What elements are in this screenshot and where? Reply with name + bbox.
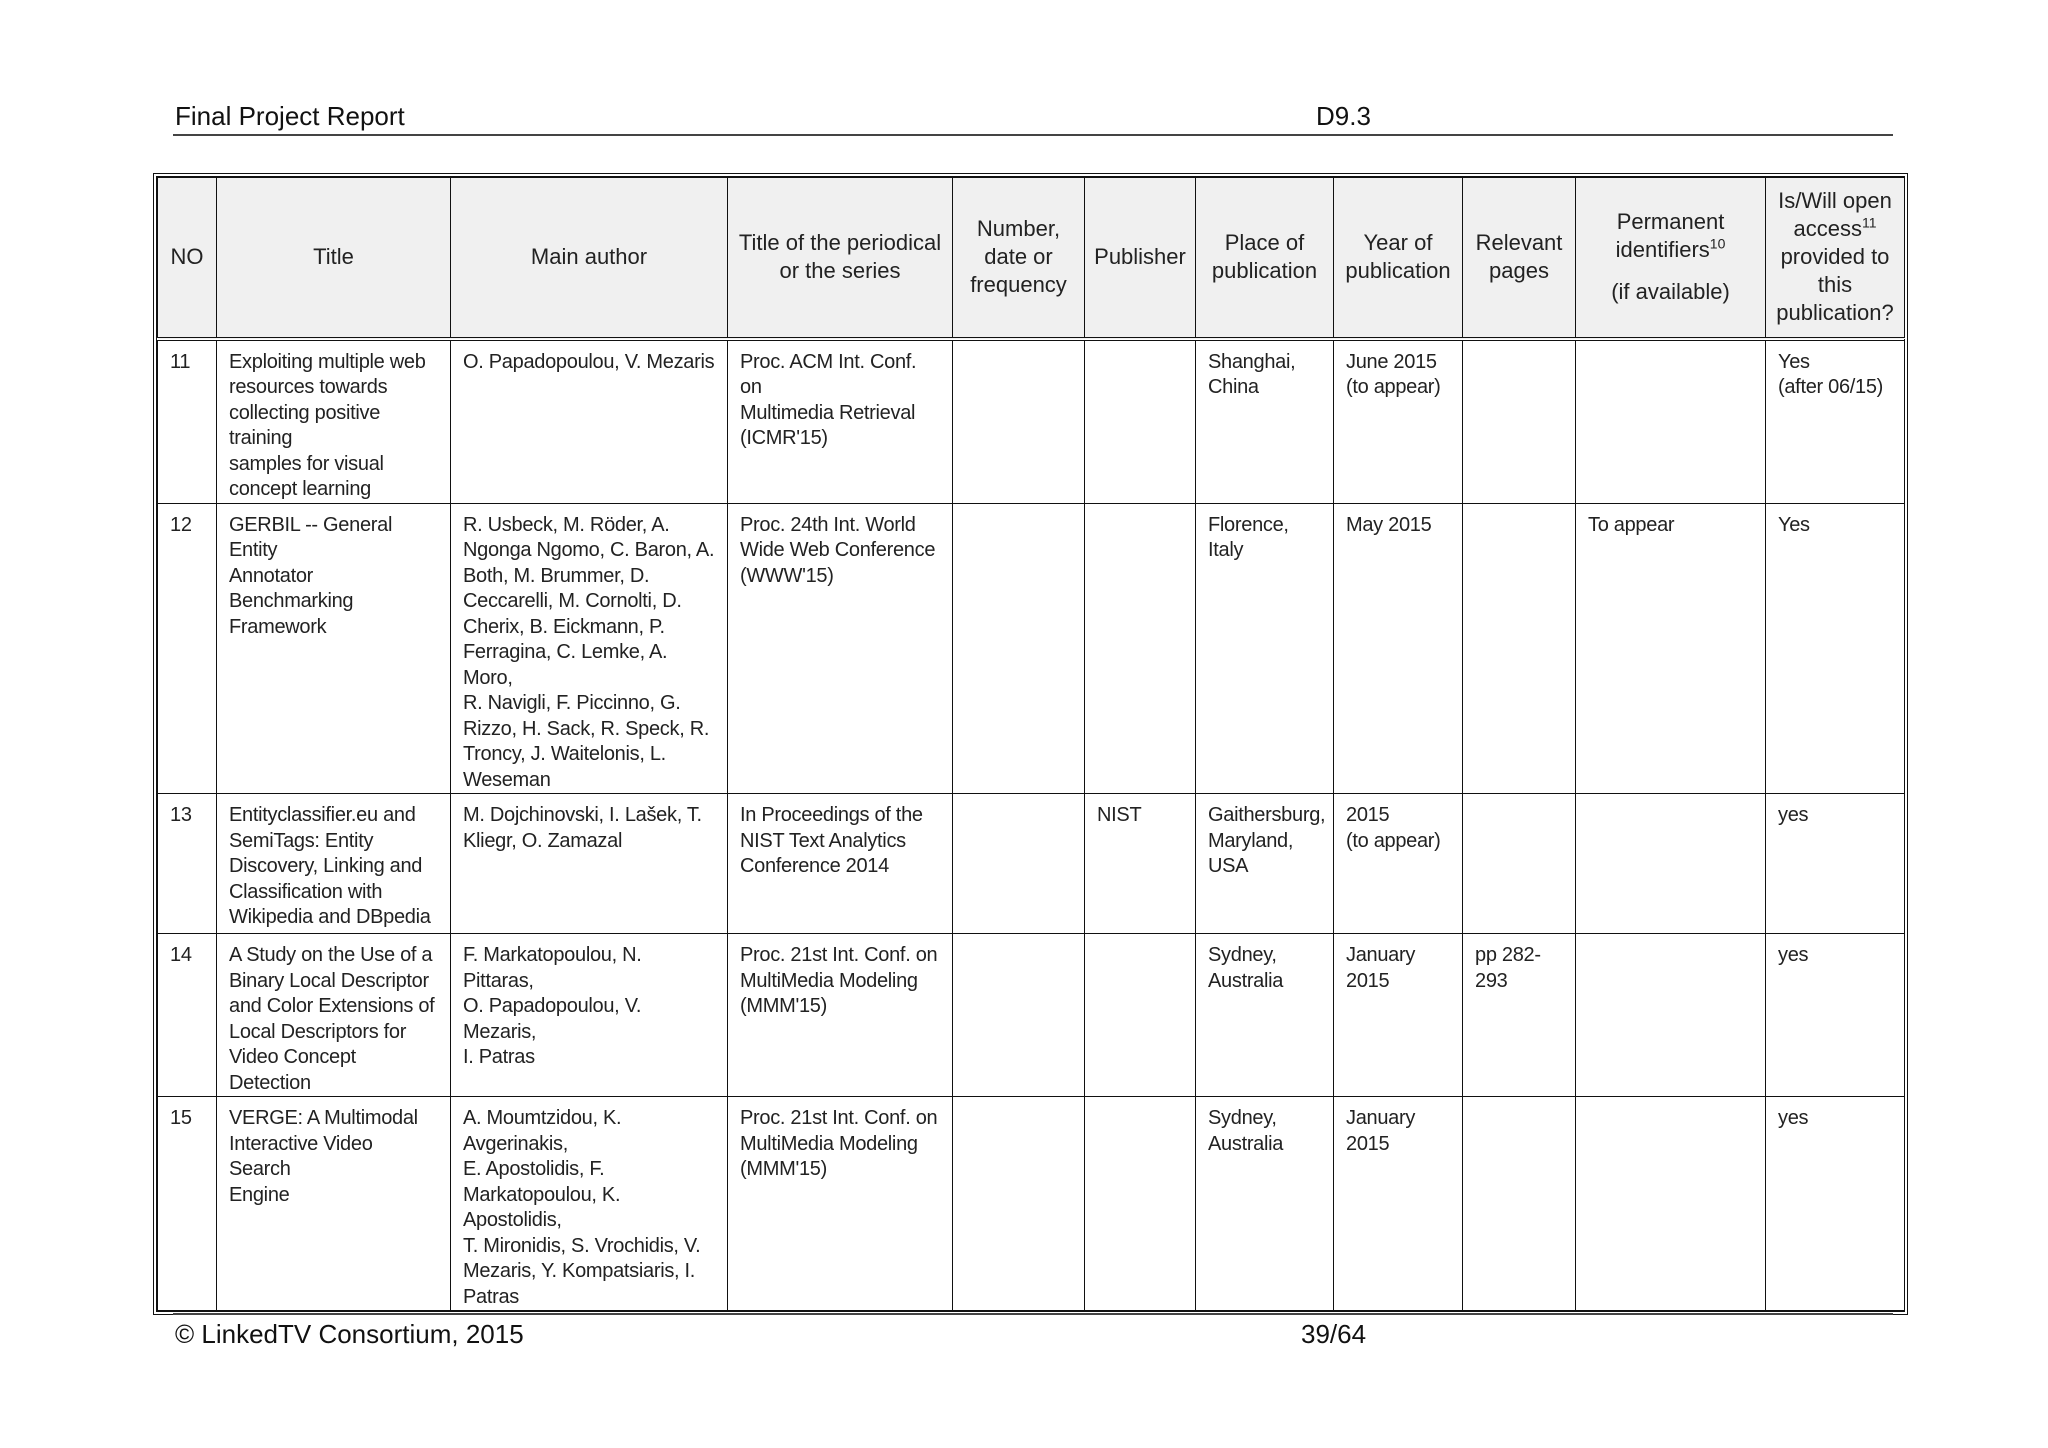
cell-open-access: Yes — [1766, 503, 1905, 794]
permanent-id-label: Permanent identifiers — [1615, 209, 1725, 263]
cell-periodical: In Proceedings of the NIST Text Analytics Conference 2014 — [728, 794, 953, 934]
cell-year: 2015 (to appear) — [1334, 794, 1463, 934]
col-header-year: Year of publication — [1334, 178, 1463, 339]
cell-pages — [1463, 794, 1576, 934]
cell-main-author: R. Usbeck, M. Röder, A. Ngonga Ngomo, C. Baron, A. Both, M. Brummer, D. Ceccarelli, M. Cornolti, D. Cherix, B. Eickmann, P. Ferragina, C. Lemke, A. Moro, R. Navigli, F. Piccinno, G. Rizzo, H. Sack, R. Speck, R. Troncy, J. Waitelonis, L. Weseman — [451, 503, 728, 794]
cell-main-author: A. Moumtzidou, K. Avgerinakis, E. Apostolidis, F. Markatopoulou, K. Apostolidis, T. Mironidis, S. Vrochidis, V. Mezaris, Y. Kompatsiaris, I. Patras — [451, 1097, 728, 1311]
cell-place: Sydney, Australia — [1196, 934, 1334, 1097]
cell-no: 14 — [158, 934, 217, 1097]
report-title: Final Project Report — [175, 101, 405, 131]
publications-table-frame — [153, 173, 1908, 1315]
cell-number — [953, 794, 1085, 934]
cell-number — [953, 503, 1085, 794]
cell-pages: pp 282- 293 — [1463, 934, 1576, 1097]
footnote-ref-10: 10 — [1709, 235, 1726, 252]
col-header-no: NO — [158, 178, 217, 339]
cell-open-access: yes — [1766, 794, 1905, 934]
table-row — [158, 794, 1905, 934]
cell-title: Entityclassifier.eu and SemiTags: Entity Discovery, Linking and Classification with Wikipedia and DBpedia — [217, 794, 451, 934]
cell-permanent-id — [1576, 794, 1766, 934]
publications-table — [157, 177, 1905, 1311]
cell-open-access: yes — [1766, 934, 1905, 1097]
cell-periodical: Proc. 21st Int. Conf. on MultiMedia Modeling (MMM'15) — [728, 1097, 953, 1311]
page-header — [173, 100, 1893, 136]
document-id: D9.3 — [1316, 101, 1371, 131]
cell-place: Gaithersburg, Maryland, USA — [1196, 794, 1334, 934]
cell-main-author: M. Dojchinovski, I. Lašek, T. Kliegr, O. Zamazal — [451, 794, 728, 934]
cell-publisher — [1085, 1097, 1196, 1311]
col-header-permanent-id — [1576, 178, 1766, 339]
cell-place: Sydney, Australia — [1196, 1097, 1334, 1311]
cell-main-author: F. Markatopoulou, N. Pittaras, O. Papadopoulou, V. Mezaris, I. Patras — [451, 934, 728, 1097]
table-header-row — [158, 178, 1905, 339]
cell-permanent-id — [1576, 339, 1766, 504]
cell-main-author: O. Papadopoulou, V. Mezaris — [451, 339, 728, 504]
cell-publisher — [1085, 503, 1196, 794]
cell-permanent-id — [1576, 1097, 1766, 1311]
table-row — [158, 339, 1905, 504]
cell-year: January 2015 — [1334, 1097, 1463, 1311]
cell-no: 12 — [158, 503, 217, 794]
cell-publisher — [1085, 934, 1196, 1097]
page-footer — [173, 1313, 1893, 1355]
col-header-pages: Relevant pages — [1463, 178, 1576, 339]
table-row — [158, 934, 1905, 1097]
cell-title: VERGE: A Multimodal Interactive Video Search Engine — [217, 1097, 451, 1311]
copyright-notice: © LinkedTV Consortium, 2015 — [175, 1319, 524, 1349]
cell-periodical: Proc. 21st Int. Conf. on MultiMedia Modeling (MMM'15) — [728, 934, 953, 1097]
col-header-publisher: Publisher — [1085, 178, 1196, 339]
cell-title: Exploiting multiple web resources towards collecting positive training samples for visual concept learning — [217, 339, 451, 504]
col-header-number: Number, date or frequency — [953, 178, 1085, 339]
footnote-ref-11: 11 — [1861, 214, 1877, 231]
cell-title: GERBIL -- General Entity Annotator Benchmarking Framework — [217, 503, 451, 794]
cell-pages — [1463, 339, 1576, 504]
col-header-open-access — [1766, 178, 1905, 339]
cell-number — [953, 1097, 1085, 1311]
cell-number — [953, 339, 1085, 504]
permanent-id-note: (if available) — [1611, 279, 1730, 305]
cell-no: 11 — [158, 339, 217, 504]
cell-place: Florence, Italy — [1196, 503, 1334, 794]
cell-permanent-id: To appear — [1576, 503, 1766, 794]
col-header-title: Title — [217, 178, 451, 339]
cell-publisher — [1085, 339, 1196, 504]
cell-periodical: Proc. 24th Int. World Wide Web Conference (WWW'15) — [728, 503, 953, 794]
cell-periodical: Proc. ACM Int. Conf. on Multimedia Retrieval (ICMR'15) — [728, 339, 953, 504]
page-number: 39/64 — [1301, 1319, 1367, 1349]
cell-no: 13 — [158, 794, 217, 934]
table-row — [158, 1097, 1905, 1311]
col-header-periodical: Title of the periodical or the series — [728, 178, 953, 339]
table-row — [158, 503, 1905, 794]
cell-pages — [1463, 1097, 1576, 1311]
cell-title: A Study on the Use of a Binary Local Descriptor and Color Extensions of Local Descriptors for Video Concept Detection — [217, 934, 451, 1097]
cell-permanent-id — [1576, 934, 1766, 1097]
cell-open-access: yes — [1766, 1097, 1905, 1311]
cell-publisher: NIST — [1085, 794, 1196, 934]
open-access-label-a: Is/Will open access — [1778, 188, 1892, 242]
cell-no: 15 — [158, 1097, 217, 1311]
col-header-main-author: Main author — [451, 178, 728, 339]
cell-number — [953, 934, 1085, 1097]
cell-year: June 2015 (to appear) — [1334, 339, 1463, 504]
col-header-place: Place of publication — [1196, 178, 1334, 339]
cell-year: January 2015 — [1334, 934, 1463, 1097]
open-access-label-b: provided to this publication? — [1776, 244, 1894, 326]
cell-open-access: Yes (after 06/15) — [1766, 339, 1905, 504]
cell-pages — [1463, 503, 1576, 794]
cell-place: Shanghai, China — [1196, 339, 1334, 504]
cell-year: May 2015 — [1334, 503, 1463, 794]
